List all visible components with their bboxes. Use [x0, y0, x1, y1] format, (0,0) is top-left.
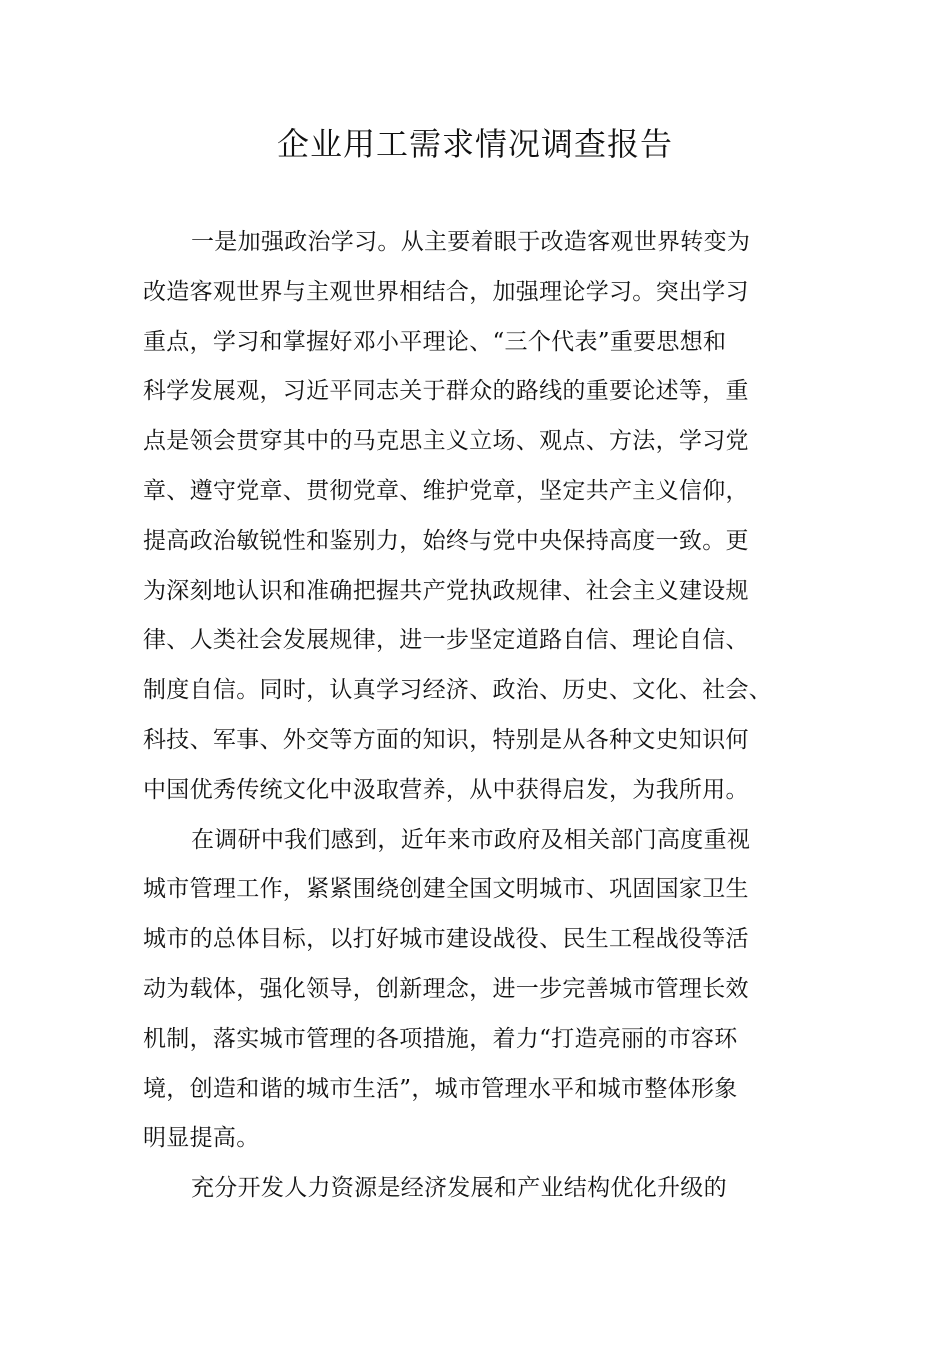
paragraph-line: 律、人类社会发展规律，进一步坚定道路自信、理论自信、 — [143, 627, 749, 654]
paragraph-line: 重点，学习和掌握好邓小平理论、“三个代表”重要思想和 — [143, 328, 727, 355]
paragraph — [143, 816, 783, 1165]
paragraph-line: 境，创造和谐的城市生活”，城市管理水平和城市整体形象 — [143, 1075, 738, 1102]
paragraph — [143, 218, 783, 816]
paragraph-line: 充分开发人力资源是经济发展和产业结构优化升级的 — [191, 1175, 727, 1202]
paragraph-line: 点是领会贯穿其中的马克思主义立场、观点、方法，学习党 — [143, 428, 749, 455]
document-body — [143, 218, 783, 1214]
paragraph-line: 一是加强政治学习。从主要着眼于改造客观世界转变为 — [191, 229, 751, 255]
paragraph-line: 章、遵守党章、贯彻党章、维护党章，坚定共产主义信仰， — [143, 477, 749, 504]
paragraph — [143, 1164, 783, 1214]
paragraph-line: 为深刻地认识和准确把握共产党执政规律、社会主义建设规 — [143, 577, 749, 604]
paragraph-line: 城市管理工作，紧紧围绕创建全国文明城市、巩固国家卫生 — [143, 876, 749, 903]
paragraph-line: 中国优秀传统文化中汲取营养，从中获得启发，为我所用。 — [143, 776, 749, 803]
paragraph-line: 提高政治敏锐性和鉴别力，始终与党中央保持高度一致。更 — [143, 527, 749, 554]
paragraph-line: 明显提高。 — [143, 1125, 260, 1152]
paragraph-line: 机制，落实城市管理的各项措施，着力“打造亮丽的市容环 — [143, 1025, 738, 1052]
paragraph-line: 科学发展观，习近平同志关于群众的路线的重要论述等，重 — [143, 378, 749, 405]
paragraph-line: 制度自信。同时，认真学习经济、政治、历史、文化、社会、 — [143, 677, 773, 704]
paragraph-line: 城市的总体目标，以打好城市建设战役、民生工程战役等活 — [143, 926, 749, 953]
paragraph-line: 改造客观世界与主观世界相结合，加强理论学习。突出学习 — [143, 278, 749, 305]
paragraph-line: 科技、军事、外交等方面的知识，特别是从各种文史知识何 — [143, 726, 749, 753]
document-title: 企业用工需求情况调查报告 — [276, 125, 673, 163]
paragraph-line: 动为载体，强化领导，创新理念，进一步完善城市管理长效 — [143, 975, 749, 1002]
paragraph-line: 在调研中我们感到，近年来市政府及相关部门高度重视 — [191, 826, 751, 853]
